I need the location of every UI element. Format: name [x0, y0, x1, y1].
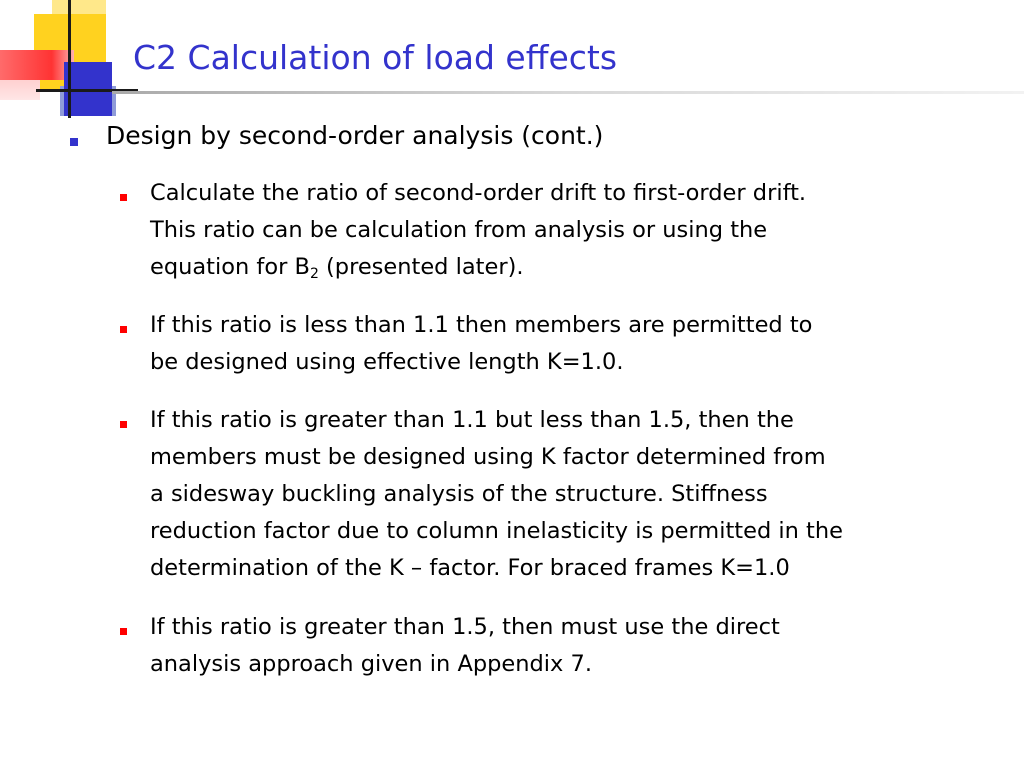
b2-subscript: 2	[309, 266, 319, 282]
sub-bullet-1	[150, 175, 1010, 286]
sub-bullet-marker-4	[120, 628, 127, 635]
sub-bullet-3-line-3: a sidesway buckling analysis of the structure. Stiffness	[150, 481, 768, 507]
sub-bullet-1-line-3-suffix: (presented later).	[318, 254, 524, 280]
sub-bullet-4-line-1: If this ratio is greater than 1.5, then must use the direct	[150, 614, 780, 640]
sub-bullet-3-line-4: reduction factor due to column inelasticity is permitted in the	[150, 518, 843, 544]
sub-bullet-1-line-3	[150, 249, 1010, 286]
slide-title: C2 Calculation of load effects	[133, 38, 618, 77]
sub-bullet-3-line-2: members must be designed using K factor determined from	[150, 444, 826, 470]
sub-bullet-3-line-1: If this ratio is greater than 1.1 but less than 1.5, then the	[150, 407, 794, 433]
sub-bullet-4	[150, 609, 1010, 683]
sub-bullet-1-line-3-prefix: equation for B	[150, 254, 310, 280]
sub-bullet-1-line-1: Calculate the ratio of second-order drift to first-order drift.	[150, 180, 807, 206]
sub-bullet-3	[150, 402, 1010, 587]
sub-bullet-marker-1	[120, 194, 127, 201]
main-bullet-marker	[70, 138, 78, 146]
sub-bullet-2	[150, 307, 1010, 381]
sub-bullet-1-line-2: This ratio can be calculation from analysis or using the	[150, 217, 768, 243]
sub-bullet-4-line-2: analysis approach given in Appendix 7.	[150, 651, 592, 677]
sub-bullet-2-line-2: be designed using effective length K=1.0.	[150, 349, 624, 375]
sub-bullet-marker-2	[120, 326, 127, 333]
sub-bullet-2-line-1: If this ratio is less than 1.1 then members are permitted to	[150, 312, 813, 338]
sub-bullet-3-line-5: determination of the K – factor. For braced frames K=1.0	[150, 555, 790, 581]
sub-bullet-marker-3	[120, 421, 127, 428]
main-bullet-text: Design by second-order analysis (cont.)	[106, 121, 604, 150]
